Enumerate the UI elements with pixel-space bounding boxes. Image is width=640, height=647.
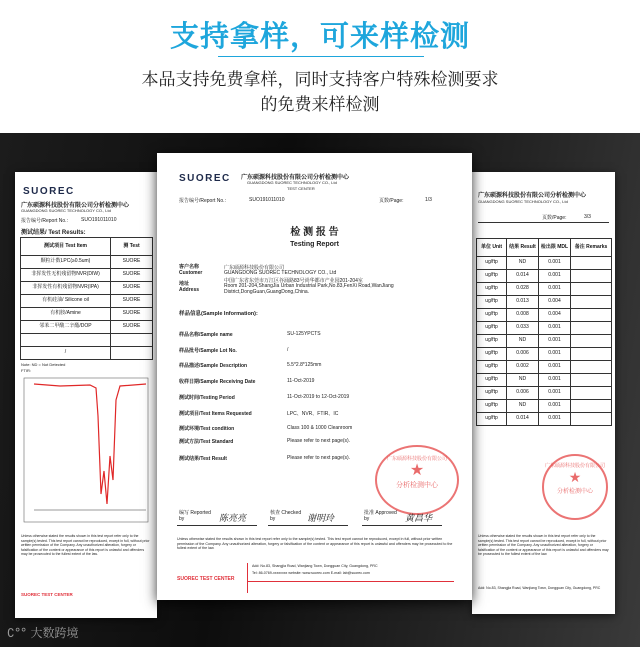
test-item [21,334,111,347]
footer-label: SUOREC TEST CENTER [177,576,235,582]
table-cell: ND [507,374,539,387]
signature-line [362,525,442,526]
table-cell [571,322,612,335]
checked-by-label: 核查 Checked by [270,510,302,522]
logo: SUOREC [23,186,75,197]
table-row [477,387,612,400]
page-label: 页数/Page: [379,198,404,204]
field-value: Class 100 & 1000 Cleanroom [287,425,353,431]
table-cell: 0.001 [539,413,571,426]
table-row [21,256,153,269]
field-label: 测试结果/Test Result [179,456,227,462]
table-cell: 0.001 [539,387,571,400]
table-cell: ug/ftp [477,270,507,283]
divider [218,56,424,57]
footer-address: Add: No.83, Shangjia Road, Wanjiang Town, Dongguan City, Guangdong, PRC [478,586,601,590]
table-cell [571,374,612,387]
table-cell [571,348,612,361]
column-header: 单位 Unit [477,239,507,257]
column-header: 测试项目 Test Item [21,238,111,256]
page-number: 1/3 [425,197,432,203]
table-cell: ug/ftp [477,413,507,426]
report-no-label: 报告编号/Report No.: [179,198,226,204]
table-cell: 0.001 [539,400,571,413]
company-name-cn: 广东硕源科技股份有限公司分析检测中心 [21,203,130,209]
column-header: 结果 Result [507,239,539,257]
field-value: LPC、NVR、FTIR、IC [287,411,339,417]
table-cell: 0.001 [539,283,571,296]
results-title: 测试结果/ Test Results: [21,230,86,236]
column-header: 测 Test [111,238,153,256]
signature-line [268,525,348,526]
report-no-label: 报告编号/Report No.: [21,218,68,224]
results-table [476,238,612,426]
address-en: Room 201-204,ShangJia Urban Industrial Park,No.83,FenXi Road,WanJiang [224,283,394,289]
field-label: 样品批号/Sample Lot No. [179,348,237,354]
disclaimer: Unless otherwise stated the results shown in this test report refer only to the sample(s) tested. This test report cannot be reproduced, except in full, without prior written permission of the Company. Any unauthorized alteration, forgery or falsification of the content or appearance of this report is unlawful and offenders may be prosecuted to the fullest extent of the law. [177,537,453,551]
page-number: 3/3 [584,214,591,220]
table-row [21,308,153,321]
company-name-en: GUANGDONG SUOREC TECHNOLOGY CO., Ltd [247,180,337,185]
test-standard: SUORE [111,295,153,308]
signature: 谢明玲 [307,513,335,523]
table-row [477,348,612,361]
table-row [21,282,153,295]
address-label: 地址 Address [179,281,200,293]
table-cell [571,335,612,348]
table-row [21,269,153,282]
table-cell [571,257,612,270]
disclaimer: Unless otherwise stated the results shown in this test report refer only to the sample(s) tested. This test report cannot be reproduced, except in full, without prior written permission of the Company. Any unauthorized alteration, forgery or falsification of the content or appearance of this report is unlawful and offenders may be prosecuted to the fullest extent of the law. [21,534,150,556]
footer-contact: Tel: 86-0769-xxxxxxxx website: www.suorec.com E-mail: lab@suorec.com [252,571,370,575]
field-label: 样品描述/Sample Description [179,363,248,369]
test-item: 邻苯二甲酸二辛酯/DOP [21,321,111,334]
field-label: 测试时间/Testing Period [179,395,235,401]
table-cell: 0.001 [539,348,571,361]
table-cell [571,283,612,296]
table-cell: 0.001 [539,361,571,374]
table-cell: 0.014 [507,413,539,426]
table-cell: 0.006 [507,387,539,400]
field-label: 样品名称/Sample name [179,332,233,338]
watermark-text: 大数跨境 [30,626,79,640]
table-row [477,361,612,374]
test-standard: SUORE [111,321,153,334]
table-cell: ug/ftp [477,309,507,322]
table-row [477,283,612,296]
stamp-text: 分析检测中心 [396,482,438,489]
table-cell: 0.028 [507,283,539,296]
test-item: / [21,347,111,360]
table-cell: 0.001 [539,335,571,348]
table-cell: ug/ftp [477,283,507,296]
table-cell [571,309,612,322]
test-item: 颗粒计数LPC(≥0.5um) [21,256,111,269]
report-page-1 [157,153,472,600]
report-no: SUO191011010 [81,217,117,223]
test-item: 非挥发性无机残留物NVR(DIW) [21,269,111,282]
table-cell: ug/ftp [477,361,507,374]
test-standard: SUORE [111,282,153,295]
company-name-en: GUANGDONG SUOREC TECHNOLOGY CO., Ltd [478,199,568,204]
field-label: 收样日期/Sample Receiving Date [179,379,256,385]
table-cell: ug/ftp [477,387,507,400]
column-header: 检出限 MDL [539,239,571,257]
company-name-cn: 广东硕源科技股份有限公司分析检测中心 [241,175,350,181]
table-row [477,400,612,413]
table-cell [571,400,612,413]
report-title-en: Testing Report [290,241,339,248]
table-row [21,321,153,334]
table-cell: 0.006 [507,348,539,361]
report-no: SUO191011010 [249,197,285,203]
table-cell: 0.013 [507,296,539,309]
ftir-chart [20,376,152,526]
footer-divider [247,563,248,593]
logo: SUOREC [179,173,231,184]
table-cell: 0.004 [539,296,571,309]
table-row [477,322,612,335]
table-cell: ug/ftp [477,257,507,270]
table-cell [571,387,612,400]
field-label: 测试环境/Test condition [179,426,235,432]
table-cell [571,296,612,309]
test-item: 有机胺/Amine [21,308,111,321]
brand-logo-icon: ∁°° [7,626,27,640]
results-table [20,237,153,360]
report-title-cn: 检 测 报 告 [290,227,339,238]
table-cell: 0.033 [507,322,539,335]
customer-en: GUANGDONG SUOREC TECHNOLOGY CO., Ltd [224,270,337,276]
subtitle-line-1: 本品支持免费拿样，同时支持客户特殊检测要求 [141,70,499,90]
table-cell: 0.001 [539,374,571,387]
test-standard: SUORE [111,308,153,321]
table-cell: 0.014 [507,270,539,283]
table-cell: ug/ftp [477,335,507,348]
field-value: SU-125YPCTS [287,331,321,337]
table-cell: 0.001 [539,270,571,283]
test-center: TEST CENTER [287,186,315,191]
signature: 黄昌华 [405,513,433,523]
test-standard [111,334,153,347]
table-cell: ug/ftp [477,296,507,309]
watermark [7,624,78,641]
report-page-2 [15,172,157,618]
field-value: / [287,347,289,353]
field-value: Please refer to next page(s). [287,438,351,444]
table-row [477,309,612,322]
field-value: 5.5*2.8*125mm [287,362,322,368]
headline: 支持拿样，可来样检测 [169,19,470,53]
field-value: Please refer to next page(s). [287,455,351,461]
table-row [477,270,612,283]
customer-cn: 广东硕源科技股份有限公司 [224,265,285,271]
reported-by-label: 编写 Reported by [179,510,211,522]
field-value: 11-Oct-2019 to 12-Oct-2019 [287,394,350,400]
footer-address: Add: No.83, Shangjia Road, Wanjiang Town, Dongguan City, Guangdong, PRC [252,564,378,568]
table-row [477,413,612,426]
field-value: 11-Oct-2019 [287,378,315,384]
field-label: 测试方法/Test Standard [179,439,234,445]
signature: 陈亮亮 [219,513,247,523]
address-cn: 中国广东省东莞市万江区谷涌路83号尚华都市产业园201-204室 [224,278,363,284]
sample-info-title: 样品信息(Sample Information): [179,311,258,317]
company-stamp: 广东硕源科技股份有限公司 ★ 分析检测中心 [542,454,608,520]
table-cell: ug/ftp [477,322,507,335]
test-standard: SUORE [111,256,153,269]
header-section [0,0,640,133]
divider [478,222,609,223]
table-row [477,296,612,309]
subtitle-line-2: 的免费来样检测 [260,95,380,115]
stamp-text: 广东硕源科技股份有限公司 [386,456,447,462]
table-cell: ug/ftp [477,374,507,387]
footer-divider [247,581,454,582]
signature-line [177,525,257,526]
test-standard: SUORE [111,269,153,282]
table-cell: ug/ftp [477,400,507,413]
column-header: 备注 Remarks [571,239,612,257]
company-name-cn: 广东硕源科技股份有限公司分析检测中心 [478,193,587,199]
table-row [21,295,153,308]
subtitle [0,68,640,118]
table-cell: 0.001 [539,322,571,335]
customer-label: 客户名称 Customer [179,264,203,276]
table-cell: ND [507,400,539,413]
table-row [477,374,612,387]
approved-by-label: 批准 Approved by [364,510,397,522]
table-cell: ND [507,335,539,348]
table-cell: 0.008 [507,309,539,322]
disclaimer: Unless otherwise stated the results shown in this test report refer only to the sample(s) tested. This test report cannot be reproduced, except in full, without prior written permission of the Company. Any unauthorized alteration, forgery or falsification of the content or appearance of this report is unlawful and offenders may be prosecuted to the fullest extent of the law. [478,534,609,556]
note: Note: ND = Not Detected [21,362,66,367]
stamp-text: 分析检测中心 [556,489,593,495]
table-cell: 0.001 [539,257,571,270]
report-page-3 [472,172,615,614]
table-cell [571,270,612,283]
table-row [21,347,153,360]
footer-label: SUOREC TEST CENTER [21,592,73,597]
test-item: 有机硅油/ Silicone oil [21,295,111,308]
table-cell [571,413,612,426]
table-row [477,257,612,270]
page-label: 页数/Page: [542,215,567,221]
table-cell: ND [507,257,539,270]
stamp-text: 广东硕源科技股份有限公司 [544,463,605,469]
company-name-en: GUANGDONG SUOREC TECHNOLOGY CO., Ltd [21,208,111,213]
table-row [21,334,153,347]
table-cell: ug/ftp [477,348,507,361]
table-cell [571,361,612,374]
company-stamp: 广东硕源科技股份有限公司 ★ 分析检测中心 [375,445,459,515]
address-en: District,DongGuan,GuangDong,China. [224,289,310,295]
field-label: 测试项目/Test Items Requested [179,411,252,417]
table-cell: 0.004 [539,309,571,322]
table-row [477,335,612,348]
table-cell: 0.002 [507,361,539,374]
test-item: 非挥发性有机残留物NVR(IPA) [21,282,111,295]
test-standard [111,347,153,360]
ftir-label: FTIR: [21,368,31,373]
